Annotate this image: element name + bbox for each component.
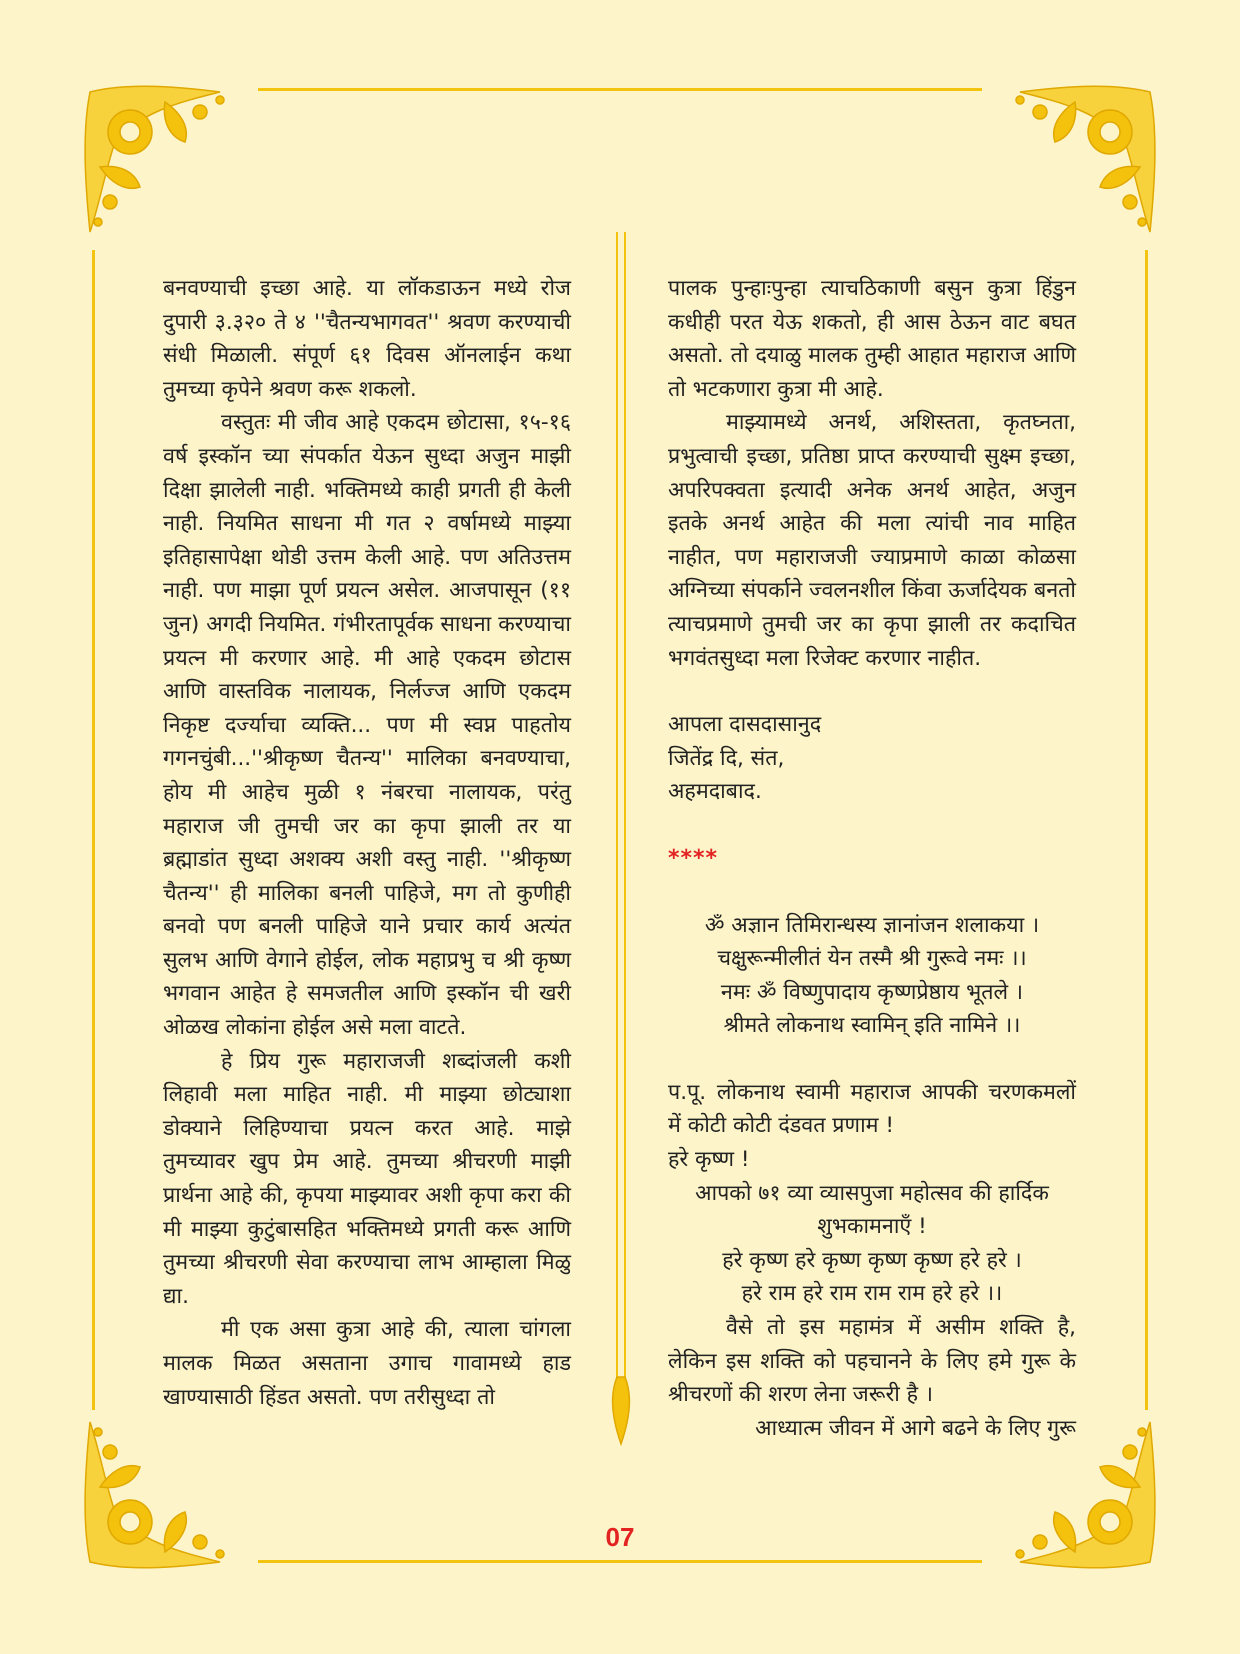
section-separator-stars: **** xyxy=(668,845,719,871)
signature-line-3: अहमदाबाद. xyxy=(668,779,762,805)
left-paragraph-1: बनवण्याची इच्छा आहे. या लॉकडाऊन मध्ये रोज दुपारी ३.३२० ते ४ ''चैतन्यभागवत'' श्रवण करण्याची संधी मिळाली. संपूर्ण ६१ दिवस ऑनलाईन कथा तुमच्या कृपेने श्रवण करू शकलो. xyxy=(163,276,571,402)
closing-paragraph: वैसे तो इस महामंत्र में असीम शक्ति है, लेकिन इस शक्ति को पहचानने के लिए हमे गुरू के श्रीचरणों की शरण लेना जरूरी है । xyxy=(668,1315,1076,1408)
left-paragraph-2: वस्तुतः मी जीव आहे एकदम छोटासा, १५-१६ वर्ष इस्कॉन च्या संपर्कात येऊन सुध्दा अजुन माझी दिक्षा झालेली नाही. भक्तिमध्ये काही प्रगती ही केली नाही. नियमित साधना मी गत २ वर्षामध्ये माझ्या इतिहासापेक्षा थोडी उत्तम केली आहे. पण अतिउत्तम नाही. पण माझा पूर्ण प्रयत्न असेल. आजपासून (११ जुन) अगदी नियमित. गंभीरतापूर्वक साधना करण्याचा प्रयत्न मी करणार आहे. मी आहे एकदम छोटास आणि वास्तविक नालायक, निर्लज्ज आणि एकदम निकृष्ट दर्ज्याचा व्यक्ति... पण मी स्वप्न पाहतोय गगनचुंबी...''श्रीकृष्ण चैतन्य'' मालिका बनवण्याचा, होय मी आहेच मुळी १ नंबरचा नालायक, परंतु महाराज जी तुमची जर का कृपा झाली तर या ब्रह्माडांत सुध्दा अशक्य अशी वस्तु नाही. ''श्रीकृष्ण चैतन्य'' ही मालिका बनली पाहिजे, मग तो कुणीही बनवो पण बनली पाहिजे याने प्रचार कार्य अत्यंत सुलभ आणि वेगाने होईल, लोक महाप्रभु च श्री कृष्ण भगवान आहेत हे समजतील आणि इस्कॉन ची खरी ओळख लोकांना होईल असे मला वाटते. xyxy=(163,410,571,1041)
right-paragraph-2: माझ्यामध्ये अनर्थ, अशिस्तता, कृतघ्नता, प्रभुत्वाची इच्छा, प्रतिष्ठा प्राप्त करण्याची सुक्ष्म इच्छा, अपरिपक्वता इत्यादी अनेक अनर्थ आहेत, अजुन इतके अनर्थ आहेत की मला त्यांची नाव माहित नाहीत, पण महाराजजी ज्याप्रमाणे काळा कोळसा अग्निच्या संपर्काने ज्वलनशील किंवा ऊर्जादेयक बनतो त्याचप्रमाणे तुमची जर का कृपा झाली तर कदाचित भगवंतसुध्दा मला रिजेक्ट करणार नाहीत. xyxy=(668,410,1076,671)
hare-krishna-greeting: हरे कृष्ण ! xyxy=(668,1147,750,1173)
verse-line-2: चक्षुरून्मीलीतं येन तस्मै श्री गुरूवे नमः ।। xyxy=(717,946,1027,972)
right-text-column xyxy=(668,272,1076,1445)
hindi-intro: प.पू. लोकनाथ स्वामी महाराज आपकी चरणकमलों में कोटी कोटी दंडवत प्रणाम ! xyxy=(668,1079,1076,1139)
closing-paragraph-continued: आध्यात्म जीवन में आगे बढने के लिए गुरू xyxy=(755,1415,1076,1441)
top-border-line xyxy=(258,88,982,91)
right-border-line xyxy=(1145,250,1148,1410)
left-border-line xyxy=(92,250,95,1410)
central-divider-drop-icon xyxy=(606,232,636,1447)
floral-corner-ornament-top-left xyxy=(70,72,260,262)
left-text-column xyxy=(163,272,571,1414)
mantra-line-2: हरे राम हरे राम राम राम हरे हरे ।। xyxy=(741,1281,1003,1307)
left-paragraph-3: हे प्रिय गुरू महाराजजी शब्दांजली कशी लिहावी मला माहित नाही. मी माझ्या छोट्याशा डोक्याने लिहिण्याचा प्रयत्न करत आहे. माझे तुमच्यावर खुप प्रेम आहे. तुमच्या श्रीचरणी माझी प्रार्थना आहे की, कृपया माझ्यावर अशी कृपा करा की मी माझ्या कुटुंबासहित भक्तिमध्ये प्रगती करू आणि तुमच्या श्रीचरणी सेवा करण्याचा लाभ आम्हाला मिळु द्या. xyxy=(163,1048,571,1309)
verse-line-1: ॐ अज्ञान तिमिरान्धस्य ज्ञानांजन शलाकया । xyxy=(704,912,1040,938)
verse-line-4: श्रीमते लोकनाथ स्वामिन् इति नामिने ।। xyxy=(723,1013,1021,1039)
left-paragraph-4: मी एक असा कुत्रा आहे की, त्याला चांगला मालक मिळत असताना उगाच गावामध्ये हाड खाण्यासाठी हिंडत असतो. पण तरीसुध्दा तो xyxy=(163,1317,571,1410)
bottom-border-line xyxy=(258,1560,982,1563)
floral-corner-ornament-bottom-left xyxy=(70,1392,260,1582)
floral-corner-ornament-top-right xyxy=(980,72,1170,262)
page-number: 07 xyxy=(605,1522,635,1552)
mantra-line-1: हरे कृष्ण हरे कृष्ण कृष्ण कृष्ण हरे हरे । xyxy=(722,1247,1022,1273)
verse-line-3: नमः ॐ विष्णुपादाय कृष्णप्रेष्ठाय भूतले । xyxy=(720,979,1024,1005)
right-paragraph-1: पालक पुन्हाःपुन्हा त्याचठिकाणी बसुन कुत्रा हिंडुन कधीही परत येऊ शकतो, ही आस ठेऊन वाट बघत असतो. तो दयाळु मालक तुम्ही आहात महाराज आणि तो भटकणारा कुत्रा मी आहे. xyxy=(668,276,1076,402)
signature-line-2: जितेंद्र दि, संत, xyxy=(668,745,785,771)
signature-line-1: आपला दासदासानुद xyxy=(668,712,822,738)
vyasapuja-wish: आपको ७१ व्या व्यासपुजा महोत्सव की हार्दिक शुभकामनाएँ ! xyxy=(695,1180,1049,1240)
